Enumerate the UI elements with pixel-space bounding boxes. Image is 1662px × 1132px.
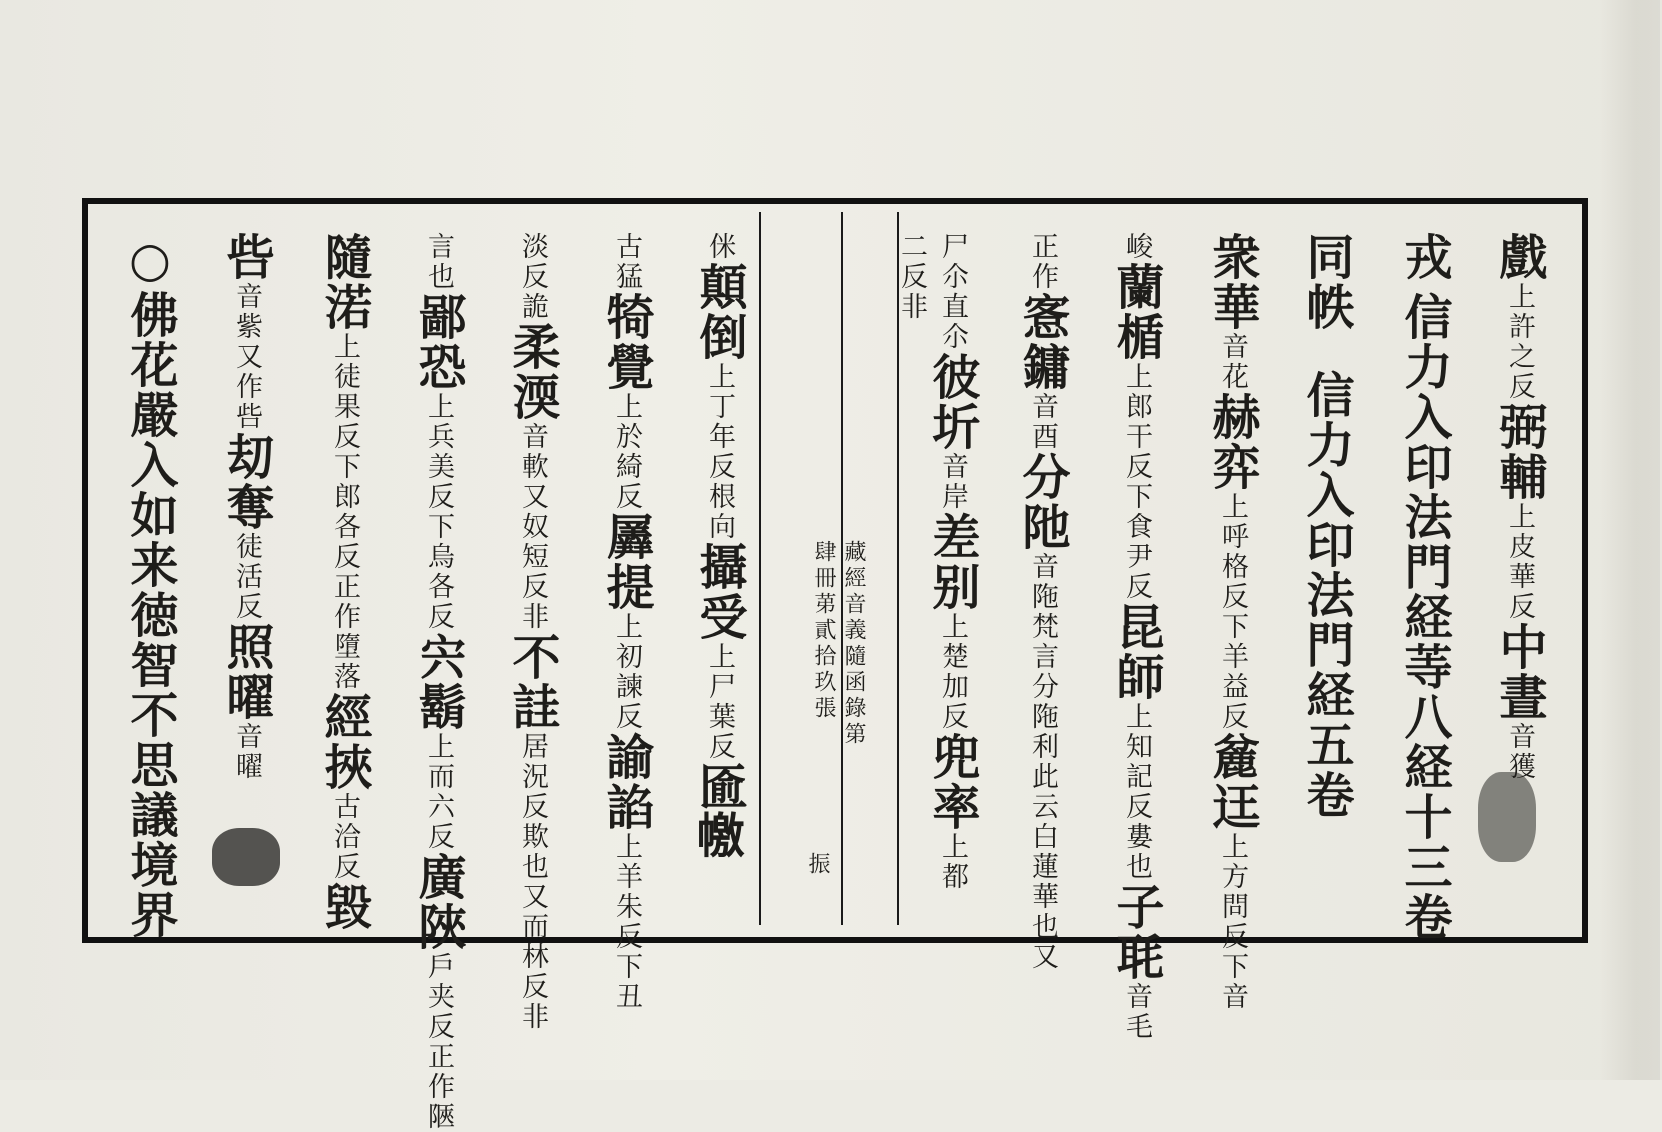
text-column-4: 衆華音花赫弈上呼格反下羊益反麄迋上方問反下音 xyxy=(1204,232,1260,1012)
text-column-9: 侎顛倒上丁年反根向攝受上尸葉反匬𢅎 xyxy=(691,232,747,862)
center-strip-mark: 振 xyxy=(805,852,830,878)
text-column-6: 正作愙鏞音酉分阤音陁梵言分陁利此云白蓮華也又 xyxy=(1014,232,1070,972)
text-column-3: 同帙信力入印法門経五卷 xyxy=(1298,232,1354,820)
text-column-5: 峻蘭楯上郎干反下食尹反昆師上知記反婁也子毦音毛 xyxy=(1108,232,1164,1042)
ink-blot-right xyxy=(1478,772,1536,862)
text-column-14: 呰音紫又作呰刧奪徒活反照曜音曜 xyxy=(218,232,274,782)
text-column-15: ○佛花嚴入如来徳智不思議境界 xyxy=(122,232,178,940)
text-column-7: 尸尒直尒彼圻音岸差别上楚加反兜率上都 xyxy=(924,232,980,892)
text-column-2: 戎信力入印法門経䓁八経十三卷 xyxy=(1396,232,1452,942)
text-column-10: 古猛犄覺上於綺反羼提上初諫反諭諂上羊朱反下丑 xyxy=(598,232,654,1012)
ink-blot-left xyxy=(212,828,280,886)
text-column-1: 戲上許之反弼輔上皮華反中晝音獲 xyxy=(1491,232,1547,782)
text-column-11: 淡反詭柔渜音軟又奴短反非不詿居況反欺也又而林反非 xyxy=(504,232,560,1032)
center-strip-line-2: 肆冊苐貳拾玖張 xyxy=(811,540,836,722)
text-column-13: 隨渃上徒果反下郎各反正作墮落經挾古洽反毀 xyxy=(316,232,372,932)
text-column-8: 二反非 xyxy=(896,232,927,322)
text-column-12: 言也鄙恐上兵美反下烏各反宍鬍上而六反廣陜戶夹反正作陿 xyxy=(410,232,466,1132)
center-strip-line-1: 藏經音義隨函錄第 xyxy=(841,540,866,748)
